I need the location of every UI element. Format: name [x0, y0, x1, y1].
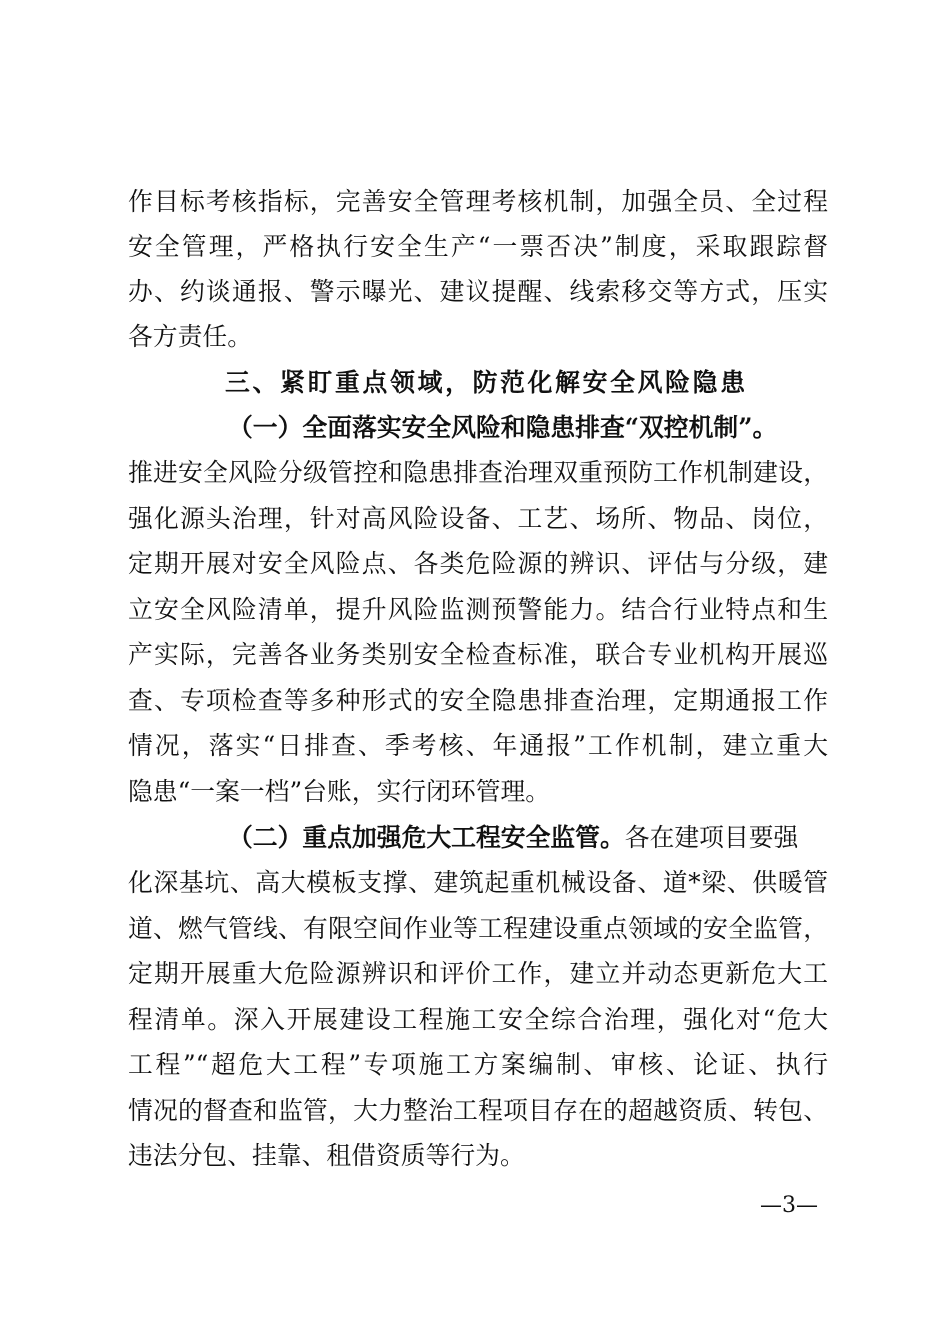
subsection-title: [228, 822, 828, 854]
paragraph-line: 定期开展对安全风险点、各类危险源的辨识、评估与分级，建: [128, 549, 828, 578]
subsection-2-title: （二）重点加强危大工程安全监管。: [228, 823, 625, 852]
section-heading: 三、紧盯重点领域，防范化解安全风险隐患: [225, 368, 745, 397]
paragraph-line: 立安全风险清单，提升风险监测预警能力。结合行业特点和生: [128, 595, 828, 624]
paragraph-line: 情况，落实“日排查、季考核、年通报”工作机制，建立重大: [128, 731, 828, 760]
paragraph-line: 各方责任。: [128, 322, 252, 351]
paragraph-line: 隐患“一案一档”台账，实行闭环管理。: [128, 777, 551, 806]
paragraph-line: 道、燃气管线、有限空间作业等工程建设重点领域的安全监管，: [128, 914, 828, 943]
paragraph-line: 定期开展重大危险源辨识和评价工作，建立并动态更新危大工: [128, 959, 828, 988]
paragraph-line: 情况的督查和监管，大力整治工程项目存在的超越资质、转包、: [128, 1096, 828, 1125]
paragraph-line: 查、专项检查等多种形式的安全隐患排查治理，定期通报工作: [128, 686, 828, 715]
paragraph-line: 工程”“超危大工程”专项施工方案编制、审核、论证、执行: [128, 1050, 828, 1079]
paragraph-line: 安全管理，严格执行安全生产“一票否决”制度，采取跟踪督: [128, 232, 828, 261]
paragraph-line: 违法分包、挂靠、租借资质等行为。: [128, 1141, 525, 1170]
subsection-1-title: （一）全面落实安全风险和隐患排查“双控机制”。: [228, 413, 778, 442]
paragraph-line: 作目标考核指标，完善安全管理考核机制，加强全员、全过程: [128, 187, 828, 216]
paragraph-line: 办、约谈通报、警示曝光、建议提醒、线索移交等方式，压实: [128, 277, 828, 306]
paragraph-line: 程清单。深入开展建设工程施工安全综合治理，强化对“危大: [128, 1005, 828, 1034]
paragraph-line: 化深基坑、高大模板支撑、建筑起重机械设备、道*梁、供暖管: [128, 868, 828, 897]
subsection-title: [228, 412, 828, 444]
paragraph-line: 推进安全风险分级管控和隐患排查治理双重预防工作机制建设，: [128, 458, 828, 487]
page-number: —3—: [760, 1193, 818, 1218]
paragraph-line: 强化源头治理，针对高风险设备、工艺、场所、物品、岗位，: [128, 504, 828, 533]
subsection-2-first-line: 各在建项目要强: [624, 823, 799, 852]
paragraph-line: 产实际，完善各业务类别安全检查标准，联合专业机构开展巡: [128, 640, 828, 669]
